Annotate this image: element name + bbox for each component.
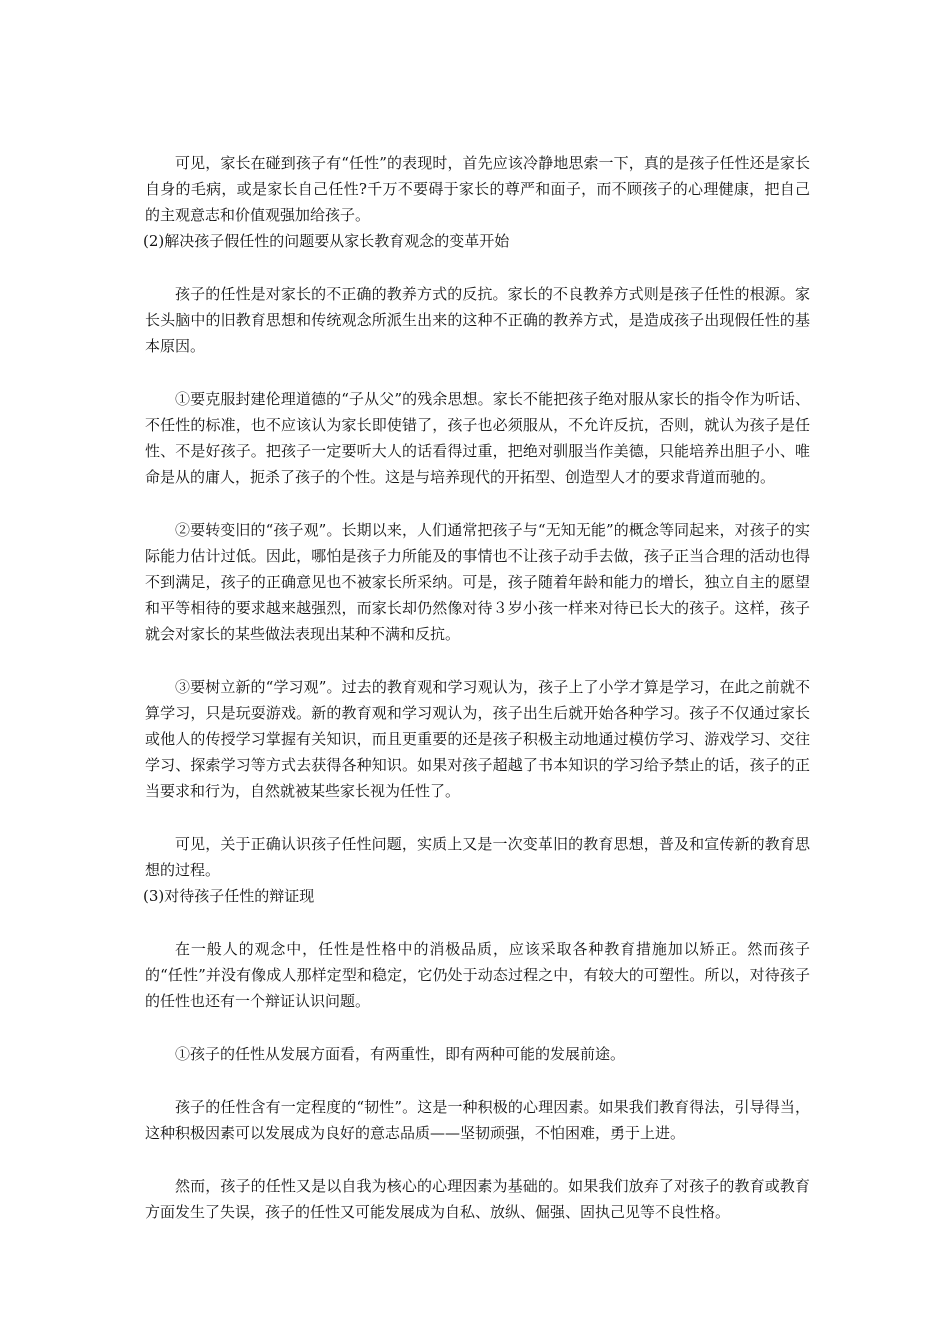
paragraph: ①孩子的任性从发展方面看，有两重性，即有两种可能的发展前途。 bbox=[175, 1045, 626, 1063]
paragraph: 孩子的任性含有一定程度的“韧性”。这是一种积极的心理因素。如果我们教育得法，引导得当，这种积极因素可以发展成为良好的意志品质——坚韧顽强，不怕困难，勇于上进。 bbox=[145, 1098, 810, 1142]
paragraph: 可见，家长在碰到孩子有“任性”的表现时，首先应该冷静地思索一下，真的是孩子任性还是家长自身的毛病，或是家长自己任性?千万不要碍于家长的尊严和面子，而不顾孩子的心理健康，把自己的主观意志和价值观强加给孩子。 bbox=[145, 154, 810, 224]
document-body bbox=[145, 150, 810, 1225]
paragraph: 孩子的任性是对家长的不正确的教养方式的反抗。家长的不良教养方式则是孩子任性的根源。家长头脑中的旧教育思想和传统观念所派生出来的这种不正确的教养方式，是造成孩子出现假任性的基本原因。 bbox=[145, 285, 810, 355]
paragraph: 可见，关于正确认识孩子任性问题，实质上又是一次变革旧的教育思想，普及和宣传新的教育思想的过程。 bbox=[145, 835, 810, 879]
paragraph: ③要树立新的“学习观”。过去的教育观和学习观认为，孩子上了小学才算是学习，在此之前就不算学习，只是玩耍游戏。新的教育观和学习观认为，孩子出生后就开始各种学习。孩子不仅通过家长或他人的传授学习掌握有关知识，而且更重要的还是孩子积极主动地通过模仿学习、游戏学习、交往学习、探索学习等方式去获得各种知识。如果对孩子超越了书本知识的学习给予禁止的话，孩子的正当要求和行为，自然就被某些家长视为任性了。 bbox=[145, 678, 810, 800]
paragraph: 然而，孩子的任性又是以自我为核心的心理因素为基础的。如果我们放弃了对孩子的教育或教育方面发生了失误，孩子的任性又可能发展成为自私、放纵、倔强、固执己见等不良性格。 bbox=[145, 1177, 810, 1221]
paragraph: ②要转变旧的“孩子观”。长期以来，人们通常把孩子与“无知无能”的概念等同起来，对孩子的实际能力估计过低。因此，哪怕是孩子力所能及的事情也不让孩子动手去做，孩子正当合理的活动也得不到满足，孩子的正确意见也不被家长所采纳。可是，孩子随着年龄和能力的增长，独立自主的愿望和平等相待的要求越来越强烈，而家长却仍然像对待３岁小孩一样来对待已长大的孩子。这样，孩子就会对家长的某些做法表现出某种不满和反抗。 bbox=[145, 521, 810, 643]
section-heading-3: (3)对待孩子任性的辩证现 bbox=[143, 887, 315, 905]
section-heading-2: (2)解决孩子假任性的问题要从家长教育观念的变革开始 bbox=[143, 232, 510, 250]
paragraph: 在一般人的观念中，任性是性格中的消极品质，应该采取各种教育措施加以矫正。然而孩子的“任性”并没有像成人那样定型和稳定，它仍处于动态过程之中，有较大的可塑性。所以，对待孩子的任性也还有一个辩证认识问题。 bbox=[145, 940, 810, 1010]
paragraph: ①要克服封建伦理道德的“子从父”的残余思想。家长不能把孩子绝对服从家长的指令作为听话、不任性的标准，也不应该认为家长即使错了，孩子也必须服从，不允许反抗，否则，就认为孩子是任性、不是好孩子。把孩子一定要听大人的话看得过重，把绝对驯服当作美德，只能培养出胆子小、唯命是从的庸人，扼杀了孩子的个性。这是与培养现代的开拓型、创造型人才的要求背道而驰的。 bbox=[145, 390, 810, 486]
